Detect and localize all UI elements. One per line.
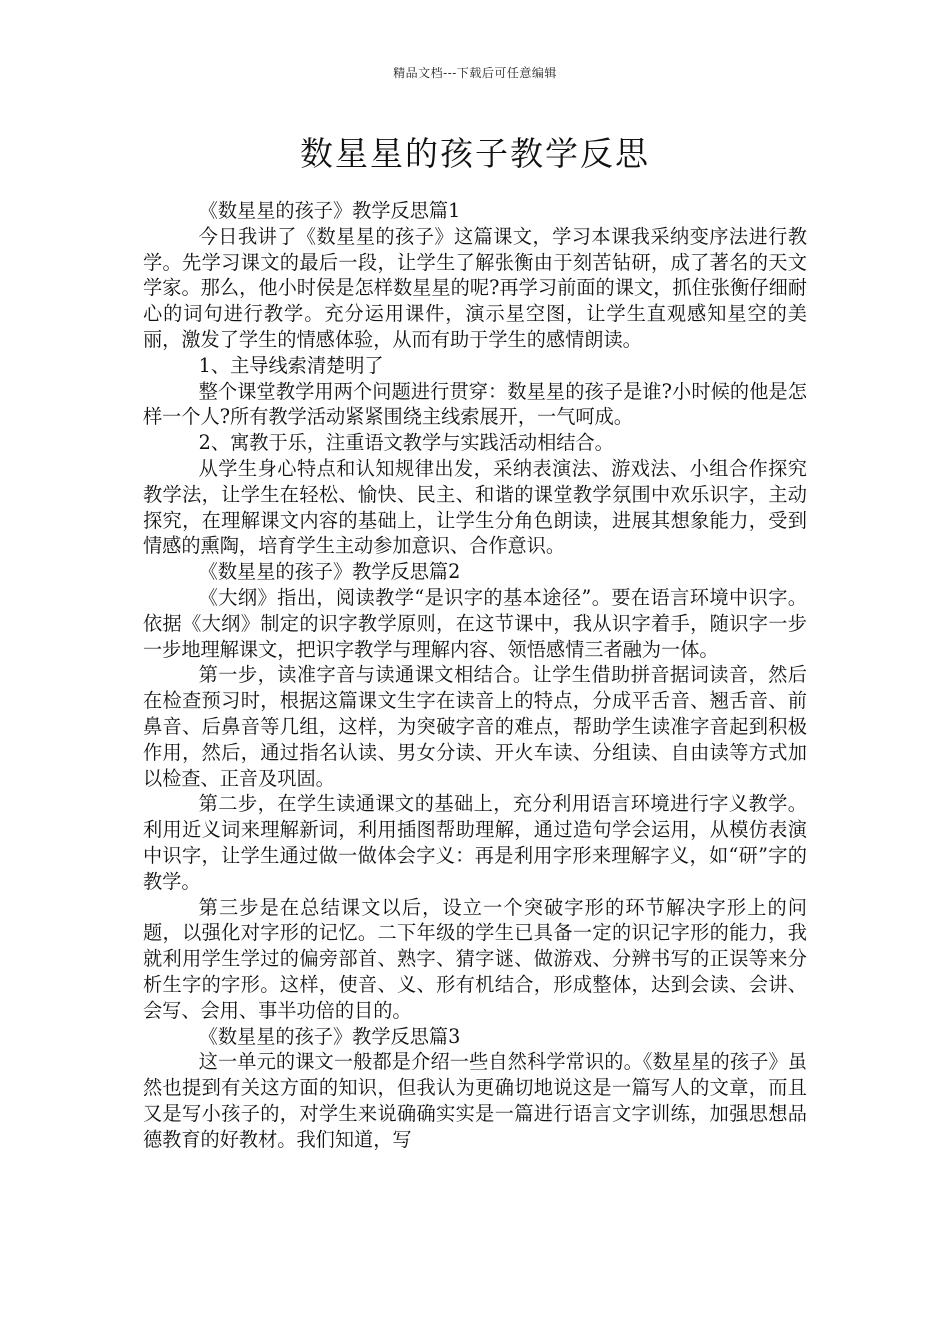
page-title: 数星星的孩子教学反思 (300, 134, 650, 173)
subheading: 2、寓教于乐，注重语文教学与实践活动相结合。 (198, 431, 614, 455)
paragraph: 这一单元的课文一般都是介绍一些自然科学常识的。《数星星的孩子》虽然也提到有关这方面的知识，但我认为更确切地说这是一篇写人的文章，而且又是写小孩子的，对学生来说确确实实是一篇进行语言文字训练，加强思想品德教育的好教材。我们知道，写 (143, 1050, 807, 1151)
section-heading-3: 《数星星的孩子》教学反思篇3 (198, 1024, 461, 1048)
header-note: 精品文档---下载后可任意编辑 (393, 66, 557, 80)
paragraph: 第二步，在学生读通课文的基础上，充分利用语言环境进行字义教学。利用近义词来理解新词，利用插图帮助理解，通过造句学会运用，从模仿表演中识字，让学生通过做一做体会字义：再是利用字形来理解字义，如“研”字的教学。 (143, 792, 807, 893)
paragraph: 从学生身心特点和认知规律出发，采纳表演法、游戏法、小组合作探究教学法，让学生在轻松、愉快、民主、和谐的课堂教学氛围中欢乐识字，主动探究，在理解课文内容的基础上，让学生分角色朗读，进展其想象能力，受到情感的熏陶，培育学生主动参加意识、合作意识。 (143, 456, 807, 558)
section-heading-2: 《数星星的孩子》教学反思篇2 (198, 560, 461, 584)
document-body (143, 198, 807, 1152)
subheading: 1、主导线索清楚明了 (198, 353, 384, 377)
paragraph: 整个课堂教学用两个问题进行贯穿：数星星的孩子是谁?小时候的他是怎样一个人?所有教学活动紧紧围绕主线索展开，一气呵成。 (143, 379, 807, 429)
paragraph: 《大纲》指出，阅读教学“是识字的基本途径”。要在语言环境中识字。依据《大纲》制定的识字教学原则，在这节课中，我从识字着手，随识字一步一步地理解课文，把识字教学与理解内容、领悟感情三者融为一体。 (143, 585, 807, 661)
paragraph: 第三步是在总结课文以后，设立一个突破字形的环节解决字形上的问题，以强化对字形的记忆。二下年级的学生已具备一定的识记字形的能力，我就利用学生学过的偏旁部首、熟字、猜字谜、做游戏、分辨书写的正误等来分析生字的字形。这样，使音、义、形有机结合，形成整体，达到会读、会讲、会写、会用、事半功倍的目的。 (143, 895, 807, 1022)
paragraph: 第一步，读准字音与读通课文相结合。让学生借助拼音据词读音，然后在检查预习时，根据这篇课文生字在读音上的特点，分成平舌音、翘舌音、前鼻音、后鼻音等几组，这样，为突破字音的难点，帮助学生读准字音起到积极作用，然后，通过指名认读、男女分读、开火车读、分组读、自由读等方式加以检查、正音及巩固。 (143, 663, 807, 790)
section-heading-1: 《数星星的孩子》教学反思篇1 (198, 199, 461, 222)
paragraph: 今日我讲了《数星星的孩子》这篇课文，学习本课我采纳变序法进行教学。先学习课文的最后一段，让学生了解张衡由于刻苦钻研，成了著名的天文学家。那么，他小时侯是怎样数星星的呢?再学习前面的课文，抓住张衡仔细耐心的词句进行教学。充分运用课件，演示星空图，让学生直观感知星空的美丽，激发了学生的情感体验，从而有助于学生的感情朗读。 (143, 224, 807, 351)
